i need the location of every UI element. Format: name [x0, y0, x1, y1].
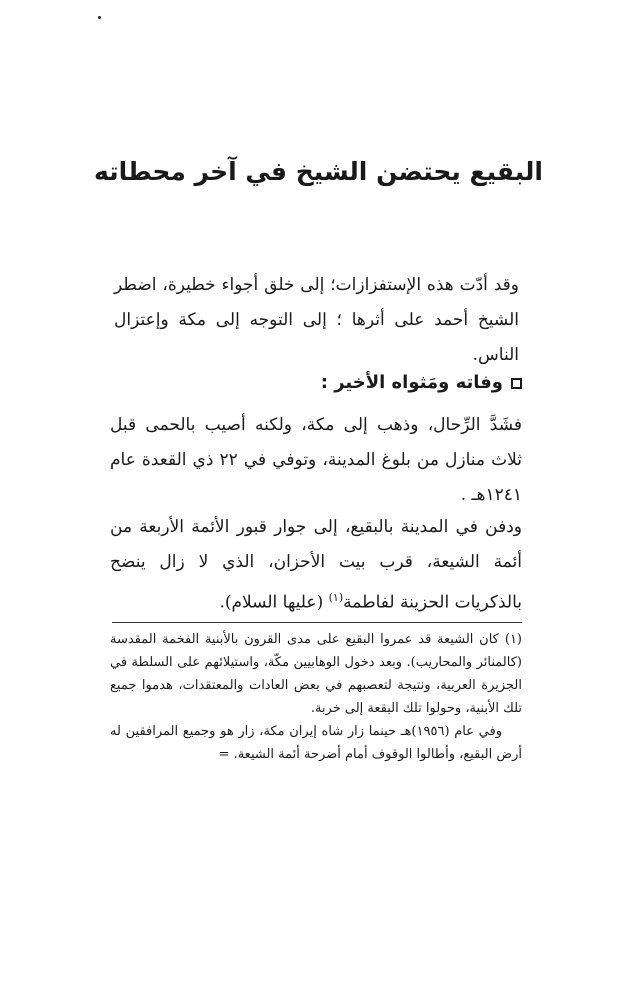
body-paragraph-1: فشَدَّ الرِّحال، وذهب إلى مكة، ولكنه أصيب بالحمى قبل ثلاث منازل من بلوغ المدينة، وتوفي في ٢٢ ذي القعدة عام ١٢٤١هـ .	[110, 415, 522, 505]
body-paragraph-2-tail: (عليها السلام).	[219, 592, 329, 613]
page-title: البقيع يحتضن الشيخ في آخر محطاته	[94, 157, 543, 186]
footnote-reference[interactable]: (١)	[328, 591, 344, 604]
intro-paragraph: وقد أدّت هذه الإستفزازات؛ إلى خلق أجواء خطيرة، اضطر الشيخ أحمد على أثرها ؛ إلى التوجه إلى مكة وإعتزال الناس.	[114, 275, 519, 365]
footnote-number: (١)	[504, 632, 522, 647]
body-paragraph-2-text: ودفن في المدينة بالبقيع، إلى جوار قبور الأئمة الأربعة من أئمة الشيعة، قرب بيت الأحزان، الذي لا زال ينضح بالذكريات الحزينة لفاطمة	[110, 517, 522, 613]
footnote-divider	[112, 622, 522, 623]
square-bullet-icon	[511, 378, 522, 389]
body-paragraph-2	[110, 510, 522, 621]
section-heading-text: وفاته ومَثواه الأخير :	[320, 372, 503, 393]
section-heading	[110, 368, 522, 398]
footnote-text-2: وفي عام (١٩٥٦)هـ حينما زار شاه إيران مكة، زار هو وجميع المرافقين له أرض البقيع، وأطالوا الوقوف أمام أضرحة أئمة الشيعة. =	[110, 724, 522, 762]
footnote-text-1: كان الشيعة قد عمروا البقيع على مدى القرون بالأبنية الفخمة المقدسة (كالمنائر والمحاريب). وبعد دخول الوهابيين مكّة، واستيلائهم على السلطة في الجزيرة العربية، ونتيجة لتعصبهم في بعض العادات والمعتقدات، هدموا جميع تلك الأبنية، وحولوا تلك البقعة إلى خربة.	[110, 632, 522, 716]
page-mark	[98, 16, 101, 19]
footnote	[110, 628, 522, 766]
